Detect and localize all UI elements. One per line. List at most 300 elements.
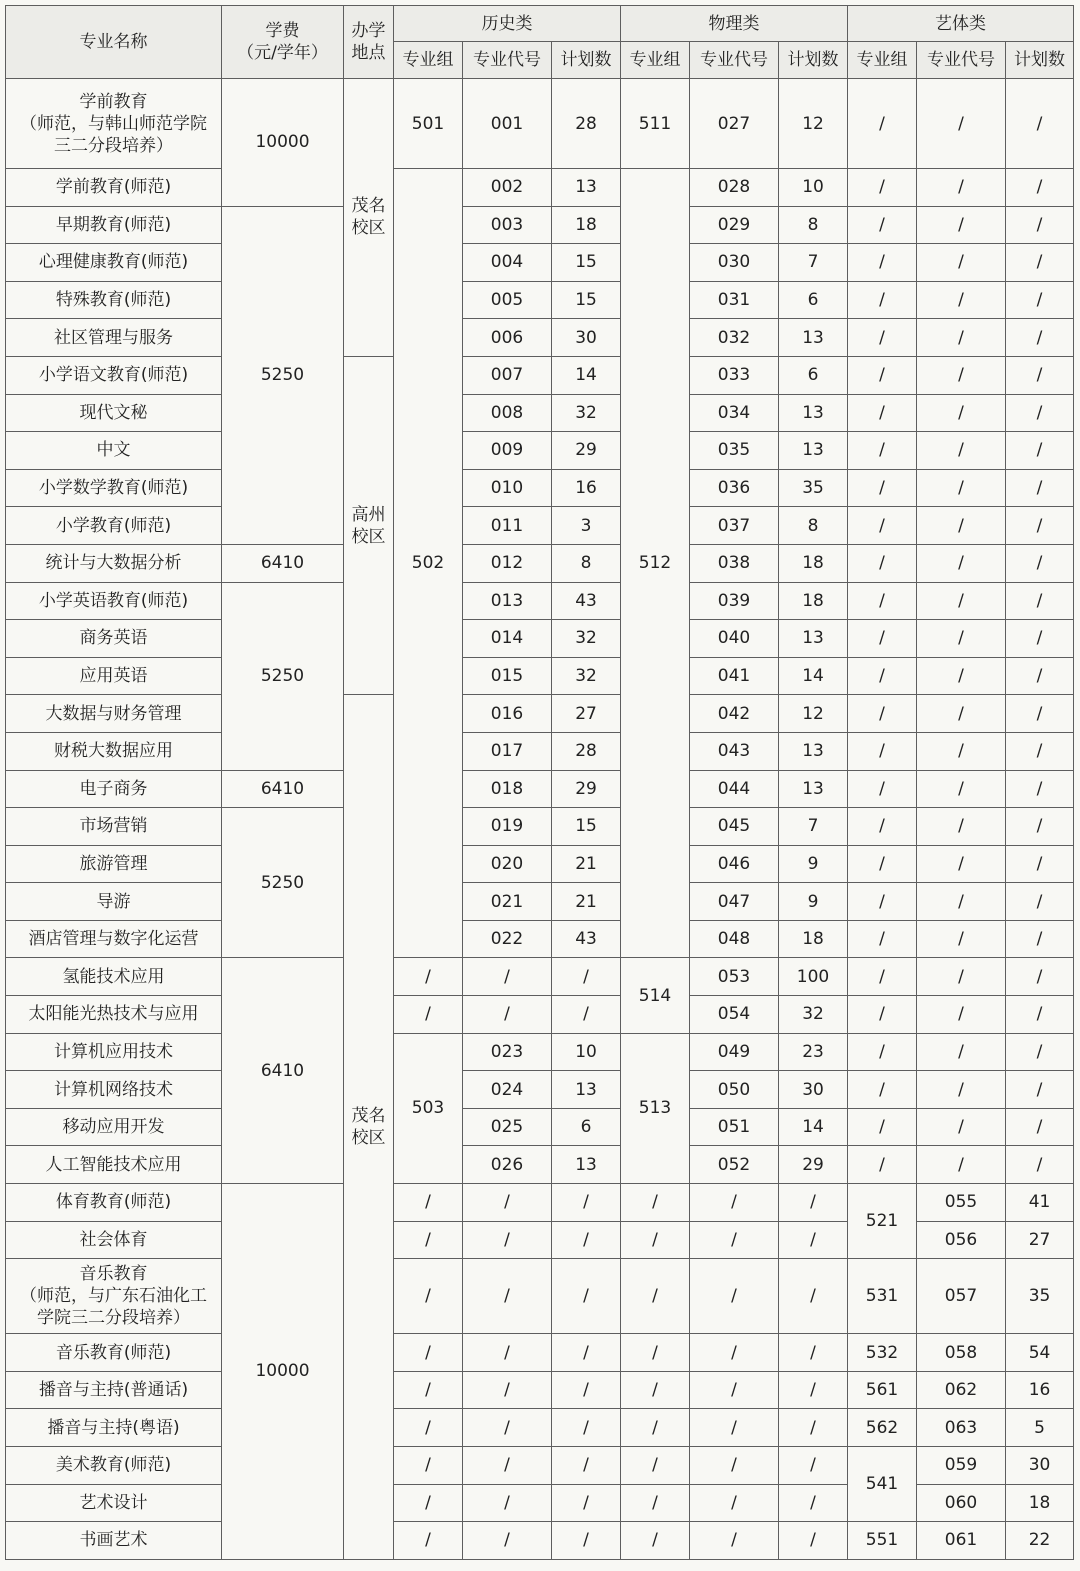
physics-plan: /	[779, 1371, 848, 1409]
physics-code: 030	[690, 244, 779, 282]
major-name-line: 现代文秘	[79, 402, 148, 423]
major-name-line: 导游	[96, 891, 131, 912]
physics-plan: 7	[779, 244, 848, 282]
art-group-empty: /	[848, 544, 917, 582]
physics-plan: 35	[779, 469, 848, 507]
header-location	[344, 6, 394, 79]
art-code: /	[917, 319, 1006, 357]
history-plan: 28	[552, 79, 621, 169]
table-row	[6, 582, 1074, 620]
table-row	[6, 244, 1074, 282]
history-code: /	[463, 996, 552, 1034]
art-plan: /	[1006, 695, 1074, 733]
art-group-empty: /	[848, 1146, 917, 1184]
physics-group-empty: /	[621, 1184, 690, 1222]
art-code: 063	[917, 1409, 1006, 1447]
art-plan: /	[1006, 883, 1074, 921]
history-code: 009	[463, 432, 552, 470]
major-name-line: 美术教育(师范)	[55, 1455, 172, 1476]
campus-location-line: 校区	[351, 218, 386, 239]
art-code: /	[917, 845, 1006, 883]
physics-code: 052	[690, 1146, 779, 1184]
history-group-empty: /	[394, 1409, 463, 1447]
art-code: /	[917, 770, 1006, 808]
art-group-empty: /	[848, 958, 917, 996]
physics-code: 042	[690, 695, 779, 733]
physics-code: 036	[690, 469, 779, 507]
physics-plan: 14	[779, 657, 848, 695]
major-name	[6, 206, 222, 244]
major-name	[6, 620, 222, 658]
history-code: 024	[463, 1071, 552, 1109]
major-name	[6, 958, 222, 996]
art-group-empty: /	[848, 657, 917, 695]
art-code: 059	[917, 1447, 1006, 1485]
history-plan: 21	[552, 883, 621, 921]
art-plan: /	[1006, 620, 1074, 658]
history-code: 025	[463, 1108, 552, 1146]
history-code: /	[463, 1409, 552, 1447]
art-group: 531	[848, 1259, 917, 1334]
art-group-empty: /	[848, 281, 917, 319]
art-code: /	[917, 996, 1006, 1034]
major-name	[6, 544, 222, 582]
history-plan: 18	[552, 206, 621, 244]
table-row	[6, 808, 1074, 846]
physics-plan: 100	[779, 958, 848, 996]
physics-code: 027	[690, 79, 779, 169]
campus-location	[344, 79, 394, 357]
physics-code: 049	[690, 1033, 779, 1071]
physics-plan: 18	[779, 920, 848, 958]
table-row	[6, 1184, 1074, 1222]
history-code: 022	[463, 920, 552, 958]
physics-code: 041	[690, 657, 779, 695]
history-plan: 15	[552, 244, 621, 282]
physics-group: 514	[621, 958, 690, 1033]
physics-code: 035	[690, 432, 779, 470]
campus-location-line: 茂名	[351, 1106, 386, 1127]
history-group: 502	[394, 169, 463, 958]
art-code: /	[917, 1146, 1006, 1184]
header-fee-unit: （元/学年）	[237, 43, 328, 63]
art-code: /	[917, 620, 1006, 658]
history-code: 016	[463, 695, 552, 733]
table-row	[6, 432, 1074, 470]
history-plan: 29	[552, 770, 621, 808]
major-name	[6, 1108, 222, 1146]
art-group-empty: /	[848, 808, 917, 846]
history-code: 011	[463, 507, 552, 545]
art-code: 055	[917, 1184, 1006, 1222]
art-plan: /	[1006, 958, 1074, 996]
major-name-line: 社区管理与服务	[54, 327, 173, 348]
art-group-empty: /	[848, 432, 917, 470]
major-name-line: 音乐教育	[79, 1264, 148, 1285]
history-plan: 30	[552, 319, 621, 357]
history-code: /	[463, 1259, 552, 1334]
history-code: 013	[463, 582, 552, 620]
major-name	[6, 319, 222, 357]
history-plan: 13	[552, 169, 621, 207]
physics-plan: 12	[779, 79, 848, 169]
art-group-empty: /	[848, 206, 917, 244]
major-name	[6, 169, 222, 207]
art-plan: /	[1006, 469, 1074, 507]
major-name	[6, 1033, 222, 1071]
major-name-line: 人工智能技术应用	[45, 1154, 182, 1175]
history-code: 012	[463, 544, 552, 582]
art-code: /	[917, 169, 1006, 207]
physics-plan: /	[779, 1334, 848, 1372]
table-row	[6, 469, 1074, 507]
major-name	[6, 657, 222, 695]
physics-plan: /	[779, 1409, 848, 1447]
art-group-empty: /	[848, 845, 917, 883]
history-plan: 29	[552, 432, 621, 470]
header-location-line1: 办学	[351, 21, 386, 41]
major-name-line: 学前教育(师范)	[55, 177, 172, 198]
art-code: /	[917, 808, 1006, 846]
enrollment-plan-table-wrapper	[5, 5, 1074, 1560]
physics-code: 054	[690, 996, 779, 1034]
art-code: /	[917, 958, 1006, 996]
art-group: 532	[848, 1334, 917, 1372]
major-name-line: 社会体育	[79, 1229, 148, 1250]
major-name	[6, 845, 222, 883]
header-physics: 物理类	[621, 6, 848, 42]
physics-plan: 6	[779, 281, 848, 319]
art-group-empty: /	[848, 507, 917, 545]
art-code: /	[917, 206, 1006, 244]
physics-plan: /	[779, 1484, 848, 1522]
major-name	[6, 1221, 222, 1259]
history-plan: 15	[552, 281, 621, 319]
major-name-line: 太阳能光热技术与应用	[28, 1004, 199, 1025]
physics-plan: 32	[779, 996, 848, 1034]
history-plan: 13	[552, 1146, 621, 1184]
major-name	[6, 732, 222, 770]
table-row	[6, 1409, 1074, 1447]
header-fee	[222, 6, 344, 79]
major-name-line: 特殊教育(师范)	[55, 290, 172, 311]
history-code: 019	[463, 808, 552, 846]
history-code: 006	[463, 319, 552, 357]
table-row	[6, 206, 1074, 244]
major-name-line: 音乐教育(师范)	[55, 1342, 172, 1363]
physics-code: 032	[690, 319, 779, 357]
major-name	[6, 883, 222, 921]
art-plan: 22	[1006, 1522, 1074, 1560]
art-code: /	[917, 507, 1006, 545]
art-plan: 27	[1006, 1221, 1074, 1259]
tuition-fee: 10000	[222, 79, 344, 207]
art-plan: /	[1006, 582, 1074, 620]
major-name-line: 学院三二分段培养）	[37, 1308, 190, 1329]
history-code: /	[463, 958, 552, 996]
physics-code: 048	[690, 920, 779, 958]
history-plan: 3	[552, 507, 621, 545]
physics-group: 512	[621, 169, 690, 958]
physics-plan: 23	[779, 1033, 848, 1071]
physics-code: 040	[690, 620, 779, 658]
header-history-code: 专业代号	[463, 42, 552, 79]
table-row	[6, 544, 1074, 582]
art-code: 062	[917, 1371, 1006, 1409]
art-code: /	[917, 244, 1006, 282]
art-plan: /	[1006, 281, 1074, 319]
art-plan: /	[1006, 920, 1074, 958]
art-code: /	[917, 883, 1006, 921]
table-row	[6, 1071, 1074, 1109]
major-name	[6, 582, 222, 620]
art-code: /	[917, 732, 1006, 770]
major-name	[6, 507, 222, 545]
art-group-empty: /	[848, 920, 917, 958]
art-group-empty: /	[848, 469, 917, 507]
major-name	[6, 808, 222, 846]
physics-group-empty: /	[621, 1409, 690, 1447]
art-plan: 54	[1006, 1334, 1074, 1372]
physics-group-empty: /	[621, 1334, 690, 1372]
physics-plan: /	[779, 1184, 848, 1222]
major-name-line: （师范，与韩山师范学院	[20, 113, 207, 134]
history-group: 501	[394, 79, 463, 169]
history-plan: /	[552, 996, 621, 1034]
major-name	[6, 79, 222, 169]
art-plan: /	[1006, 544, 1074, 582]
physics-group: 511	[621, 79, 690, 169]
table-row	[6, 695, 1074, 733]
art-plan: 18	[1006, 1484, 1074, 1522]
table-row	[6, 1108, 1074, 1146]
history-group-empty: /	[394, 1221, 463, 1259]
history-code: 002	[463, 169, 552, 207]
art-code: /	[917, 79, 1006, 169]
history-code: 010	[463, 469, 552, 507]
major-name	[6, 1447, 222, 1485]
art-group-empty: /	[848, 394, 917, 432]
art-code: 060	[917, 1484, 1006, 1522]
major-name-line: 学前教育	[79, 91, 148, 112]
physics-plan: 13	[779, 732, 848, 770]
table-row	[6, 770, 1074, 808]
art-code: /	[917, 544, 1006, 582]
physics-plan: 18	[779, 544, 848, 582]
major-name	[6, 244, 222, 282]
art-plan: 16	[1006, 1371, 1074, 1409]
history-code: /	[463, 1522, 552, 1560]
art-plan: /	[1006, 845, 1074, 883]
major-name-line: 小学数学教育(师范)	[38, 478, 189, 499]
campus-location	[344, 356, 394, 694]
physics-plan: 14	[779, 1108, 848, 1146]
table-row	[6, 1146, 1074, 1184]
art-plan: /	[1006, 732, 1074, 770]
major-name-line: 商务英语	[79, 628, 148, 649]
major-name-line: 氢能技术应用	[62, 966, 165, 987]
table-body	[6, 79, 1074, 1560]
art-plan: /	[1006, 1146, 1074, 1184]
history-group-empty: /	[394, 1184, 463, 1222]
history-group-empty: /	[394, 1334, 463, 1372]
art-code: /	[917, 1033, 1006, 1071]
table-row	[6, 996, 1074, 1034]
art-group-empty: /	[848, 695, 917, 733]
art-group-empty: /	[848, 1071, 917, 1109]
art-plan: /	[1006, 79, 1074, 169]
physics-plan: /	[779, 1221, 848, 1259]
table-row	[6, 281, 1074, 319]
art-plan: /	[1006, 206, 1074, 244]
campus-location	[344, 695, 394, 1559]
major-name-line: 旅游管理	[79, 853, 148, 874]
history-plan: /	[552, 1334, 621, 1372]
art-group-empty: /	[848, 732, 917, 770]
table-row	[6, 507, 1074, 545]
physics-code: /	[690, 1221, 779, 1259]
history-code: /	[463, 1484, 552, 1522]
physics-code: 037	[690, 507, 779, 545]
art-group-empty: /	[848, 319, 917, 357]
major-name-line: 应用英语	[79, 666, 148, 687]
history-plan: 8	[552, 544, 621, 582]
history-group-empty: /	[394, 1259, 463, 1334]
history-code: 020	[463, 845, 552, 883]
art-group: 561	[848, 1371, 917, 1409]
art-group-empty: /	[848, 1108, 917, 1146]
major-name-line: 播音与主持(普通话)	[38, 1380, 189, 1401]
art-code: /	[917, 432, 1006, 470]
history-plan: 13	[552, 1071, 621, 1109]
physics-plan: 13	[779, 319, 848, 357]
physics-group-empty: /	[621, 1522, 690, 1560]
table-row	[6, 79, 1074, 169]
history-code: 008	[463, 394, 552, 432]
table-row	[6, 319, 1074, 357]
physics-plan: /	[779, 1259, 848, 1334]
header-physics-code: 专业代号	[690, 42, 779, 79]
art-code: 056	[917, 1221, 1006, 1259]
physics-code: 029	[690, 206, 779, 244]
history-plan: 32	[552, 394, 621, 432]
history-plan: /	[552, 1484, 621, 1522]
art-plan: /	[1006, 507, 1074, 545]
major-name	[6, 920, 222, 958]
major-name-line: 大数据与财务管理	[45, 703, 182, 724]
physics-plan: 29	[779, 1146, 848, 1184]
art-group-empty: /	[848, 169, 917, 207]
history-plan: /	[552, 1221, 621, 1259]
major-name-line: 移动应用开发	[62, 1117, 165, 1138]
history-plan: 21	[552, 845, 621, 883]
physics-code: 044	[690, 770, 779, 808]
header-physics-group: 专业组	[621, 42, 690, 79]
history-group-empty: /	[394, 1371, 463, 1409]
major-name-line: 酒店管理与数字化运营	[28, 929, 199, 950]
physics-code: 028	[690, 169, 779, 207]
history-plan: 10	[552, 1033, 621, 1071]
campus-location-line: 校区	[351, 526, 386, 547]
art-code: /	[917, 1108, 1006, 1146]
history-code: 005	[463, 281, 552, 319]
major-name	[6, 770, 222, 808]
physics-plan: /	[779, 1522, 848, 1560]
tuition-fee: 5250	[222, 582, 344, 770]
art-code: /	[917, 356, 1006, 394]
header-art-code: 专业代号	[917, 42, 1006, 79]
table-row	[6, 845, 1074, 883]
art-group: 562	[848, 1409, 917, 1447]
header-history-plan: 计划数	[552, 42, 621, 79]
tuition-fee: 10000	[222, 1184, 344, 1560]
physics-plan: 13	[779, 770, 848, 808]
major-name	[6, 1484, 222, 1522]
history-code: /	[463, 1334, 552, 1372]
physics-group-empty: /	[621, 1484, 690, 1522]
major-name	[6, 432, 222, 470]
art-plan: 35	[1006, 1259, 1074, 1334]
history-plan: /	[552, 1522, 621, 1560]
art-plan: /	[1006, 996, 1074, 1034]
art-plan: /	[1006, 1108, 1074, 1146]
major-name	[6, 1334, 222, 1372]
header-physics-plan: 计划数	[779, 42, 848, 79]
major-name	[6, 1259, 222, 1334]
header-history-group: 专业组	[394, 42, 463, 79]
physics-code: /	[690, 1409, 779, 1447]
physics-code: 031	[690, 281, 779, 319]
major-name-line: 早期教育(师范)	[55, 214, 172, 235]
major-name	[6, 1071, 222, 1109]
major-name-line: 统计与大数据分析	[45, 553, 182, 574]
major-name-line: 小学英语教育(师范)	[38, 590, 189, 611]
history-code: 023	[463, 1033, 552, 1071]
art-group-empty: /	[848, 620, 917, 658]
history-plan: /	[552, 1371, 621, 1409]
physics-code: 050	[690, 1071, 779, 1109]
history-plan: /	[552, 1447, 621, 1485]
major-name-line: 播音与主持(粤语)	[47, 1417, 180, 1438]
physics-code: /	[690, 1371, 779, 1409]
history-plan: 43	[552, 920, 621, 958]
history-code: 026	[463, 1146, 552, 1184]
art-plan: 5	[1006, 1409, 1074, 1447]
history-group-empty: /	[394, 1522, 463, 1560]
table-row	[6, 657, 1074, 695]
history-code: 015	[463, 657, 552, 695]
history-code: /	[463, 1447, 552, 1485]
history-plan: 32	[552, 620, 621, 658]
major-name-line: 财税大数据应用	[54, 741, 173, 762]
art-code: 061	[917, 1522, 1006, 1560]
major-name	[6, 1522, 222, 1560]
art-group-empty: /	[848, 996, 917, 1034]
tuition-fee: 5250	[222, 206, 344, 544]
physics-group-empty: /	[621, 1371, 690, 1409]
major-name-line: 中文	[96, 440, 131, 461]
history-code: 021	[463, 883, 552, 921]
history-plan: 27	[552, 695, 621, 733]
major-name	[6, 469, 222, 507]
history-code: 007	[463, 356, 552, 394]
art-plan: /	[1006, 432, 1074, 470]
art-code: /	[917, 281, 1006, 319]
major-name	[6, 1371, 222, 1409]
physics-plan: 12	[779, 695, 848, 733]
physics-plan: 7	[779, 808, 848, 846]
art-plan: /	[1006, 356, 1074, 394]
